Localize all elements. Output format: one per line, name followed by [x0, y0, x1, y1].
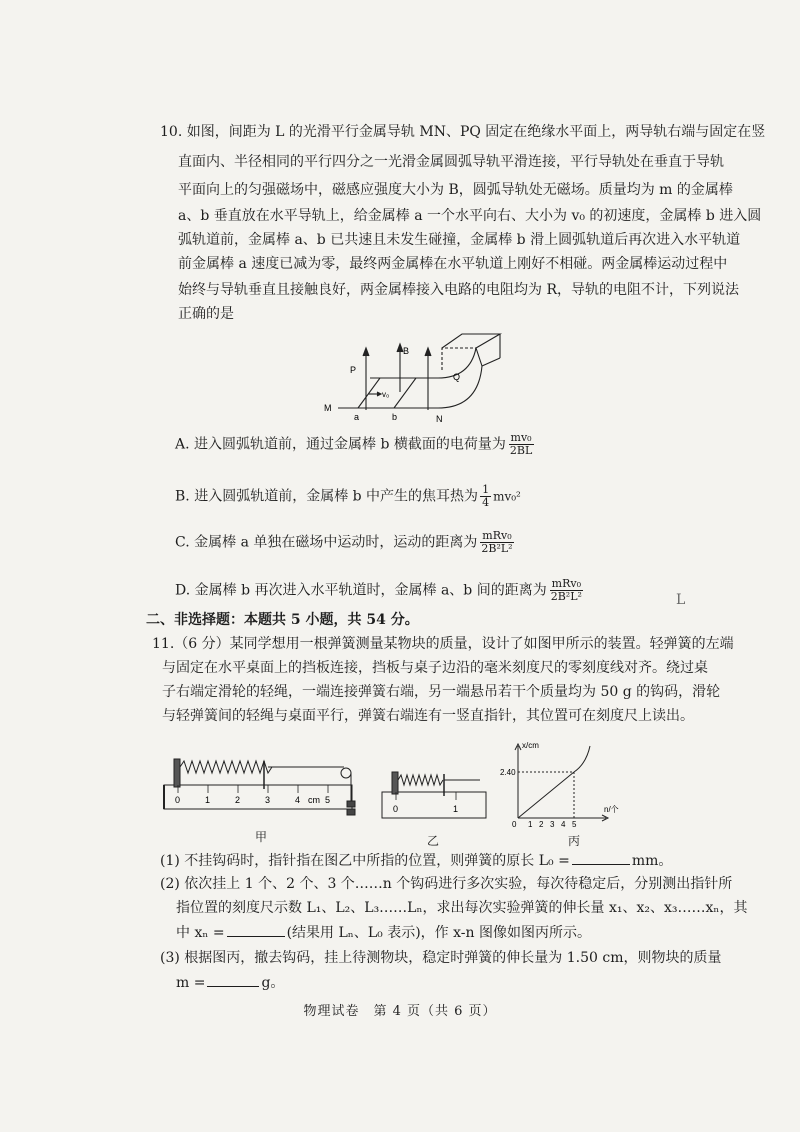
option-b-tail: mv₀²: [493, 489, 521, 504]
bing-x-0: 0: [512, 820, 517, 829]
option-b-num: 1: [482, 483, 490, 496]
q10-line-4: a、b 垂直放在水平导轨上，给金属棒 a 一个水平向右、大小为 v₀ 的初速度，金属棒 b 进入圆: [178, 208, 762, 224]
bing-x-3: 3: [550, 820, 555, 829]
option-b-text: B. 进入圆弧轨道前，金属棒 b 中产生的焦耳热为: [175, 488, 479, 505]
jia-tick-5: 5: [325, 795, 331, 805]
caption-jia: 甲: [255, 830, 268, 844]
graph-curve: [574, 746, 590, 772]
label-Q: Q: [453, 372, 461, 382]
answer-blank-3[interactable]: [207, 972, 259, 987]
bing-xlabel: n/个: [604, 805, 619, 814]
q11-line-1: 11.（6 分）某同学想用一根弹簧测量某物块的质量，设计了如图甲所示的装置。轻弹簧的左端: [152, 636, 734, 652]
q11-line-2: 与固定在水平桌面上的挡板连接，挡板与桌子边沿的毫米刻度尺的零刻度线对齐。绕过桌: [162, 660, 708, 676]
option-c-text: C. 金属棒 a 单独在磁场中运动时，运动的距离为: [175, 534, 478, 551]
bing-x-4: 4: [561, 820, 566, 829]
sub3-line-1: (3) 根据图丙，撤去钩码，挂上待测物块，稳定时弹簧的伸长量为 1.50 cm，则物块的质量: [160, 950, 722, 966]
jia-unit: cm: [308, 795, 320, 805]
option-a-den: 2BL: [509, 444, 533, 457]
option-b: [175, 484, 521, 509]
label-B: B: [403, 346, 410, 356]
figure-jia: [160, 755, 370, 825]
q10-line-3: 平面向上的匀强磁场中，磁感应强度大小为 B，圆弧导轨处无磁场。质量均为 m 的金属棒: [178, 182, 733, 198]
q11-line-4: 与轻弹簧间的轻绳与桌面平行，弹簧右端连有一竖直指针，其位置可在刻度尺上读出。: [162, 708, 694, 724]
bing-ylabel: x/cm: [522, 741, 539, 750]
section-heading: 二、非选择题：本题共 5 小题，共 54 分。: [146, 612, 419, 628]
q10-line-8: 正确的是: [178, 306, 234, 322]
option-d: [175, 578, 586, 603]
option-b-fraction: [480, 484, 491, 509]
q10-line-1: 10. 如图，间距为 L 的光滑平行金属导轨 MN、PQ 固定在绝缘水平面上，两导轨右端与固定在竖: [160, 124, 766, 140]
figure-yi: [380, 770, 490, 826]
jia-tick-1: 1: [205, 795, 211, 805]
ruler: [164, 785, 352, 809]
bing-ytick: 2.40: [500, 768, 516, 777]
sub1-pre: (1) 不挂钩码时，指针指在图乙中所指的位置，则弹簧的原长 L₀ =: [160, 853, 570, 869]
page-footer: 物理试卷 第 4 页（共 6 页）: [303, 1004, 497, 1019]
q10-line-6: 前金属棒 a 速度已减为零，最终两金属棒在水平轨道上刚好不相碰。两金属棒运动过程中: [178, 256, 728, 272]
label-a: a: [354, 412, 360, 422]
caption-bing: 丙: [568, 834, 581, 848]
sub1-post: mm。: [631, 853, 673, 869]
bing-x-1: 1: [528, 820, 533, 829]
figure-bing: [500, 740, 625, 830]
label-N: N: [436, 414, 443, 424]
option-d-text: D. 金属棒 b 再次进入水平轨道时，金属棒 a、b 间的距离为: [175, 582, 547, 599]
jia-tick-4: 4: [295, 795, 301, 805]
label-v0: v₀: [382, 390, 390, 399]
option-d-fraction: [549, 578, 584, 603]
jia-tick-3: 3: [265, 795, 271, 805]
bing-x-5: 5: [572, 820, 577, 829]
yi-tick-1: 1: [453, 804, 459, 814]
q10-line-2: 直面内、半径相同的平行四分之一光滑金属圆弧导轨平滑连接，平行导轨处在垂直于导轨: [178, 154, 724, 170]
sub-question-1: [160, 850, 672, 871]
q10-line-5: 弧轨道前，金属棒 a、b 已共速且未发生碰撞，金属棒 b 滑上圆弧轨道后再次进入水平轨道: [178, 232, 741, 248]
q11-line-3: 子右端定滑轮的轻绳，一端连接弹簧右端，另一端悬吊若干个质量均为 50 g 的钩码，滑轮: [162, 684, 721, 700]
label-M: M: [324, 403, 332, 413]
margin-mark: L: [676, 592, 686, 608]
sub-question-2-line-3: [176, 922, 591, 943]
label-b: b: [392, 412, 398, 422]
bing-x-2: 2: [539, 820, 544, 829]
answer-blank-1[interactable]: [572, 850, 630, 865]
sub2-line3-pre: 中 xₙ =: [176, 925, 225, 941]
yi-tick-0: 0: [393, 804, 399, 814]
option-a-num: mv₀: [510, 431, 532, 444]
caption-yi: 乙: [427, 834, 440, 848]
option-c-num: mRv₀: [482, 529, 512, 542]
sub2-line-1: (2) 依次挂上 1 个、2 个、3 个……n 个钩码进行多次实验，每次待稳定后，分别测出指针所: [160, 876, 733, 892]
option-d-num: mRv₀: [551, 577, 581, 590]
graph-line: [518, 772, 574, 818]
sub3-line2-post: g。: [261, 975, 285, 991]
spring: [180, 761, 272, 773]
q10-line-7: 始终与导轨垂直且接触良好，两金属棒接入电路的电阻均为 R，导轨的电阻不计，下列说法: [178, 282, 739, 298]
sub2-line3-post: (结果用 Lₙ、L₀ 表示)，作 x-n 图像如图丙所示。: [286, 925, 591, 941]
q10-rail-figure: [310, 330, 520, 430]
jia-tick-2: 2: [235, 795, 241, 805]
option-a-text: A. 进入圆弧轨道前，通过金属棒 b 横截面的电荷量为: [175, 436, 506, 453]
option-c: [175, 530, 517, 555]
label-P: P: [350, 365, 357, 375]
sub3-line2-pre: m =: [176, 975, 206, 991]
option-d-den: 2B²L²: [550, 590, 582, 603]
jia-tick-0: 0: [175, 795, 181, 805]
option-c-den: 2B²L²: [481, 542, 513, 555]
option-a: [175, 432, 536, 457]
option-c-fraction: [479, 530, 514, 555]
option-b-den: 4: [482, 496, 490, 509]
option-a-fraction: [508, 432, 534, 457]
sub2-line-2: 指位置的刻度尺示数 L₁、L₂、L₃……Lₙ，求出每次实验弹簧的伸长量 x₁、x₂、x₃……xₙ，其: [176, 900, 748, 916]
sub-question-3-line-2: [176, 972, 284, 993]
answer-blank-2[interactable]: [227, 922, 285, 937]
